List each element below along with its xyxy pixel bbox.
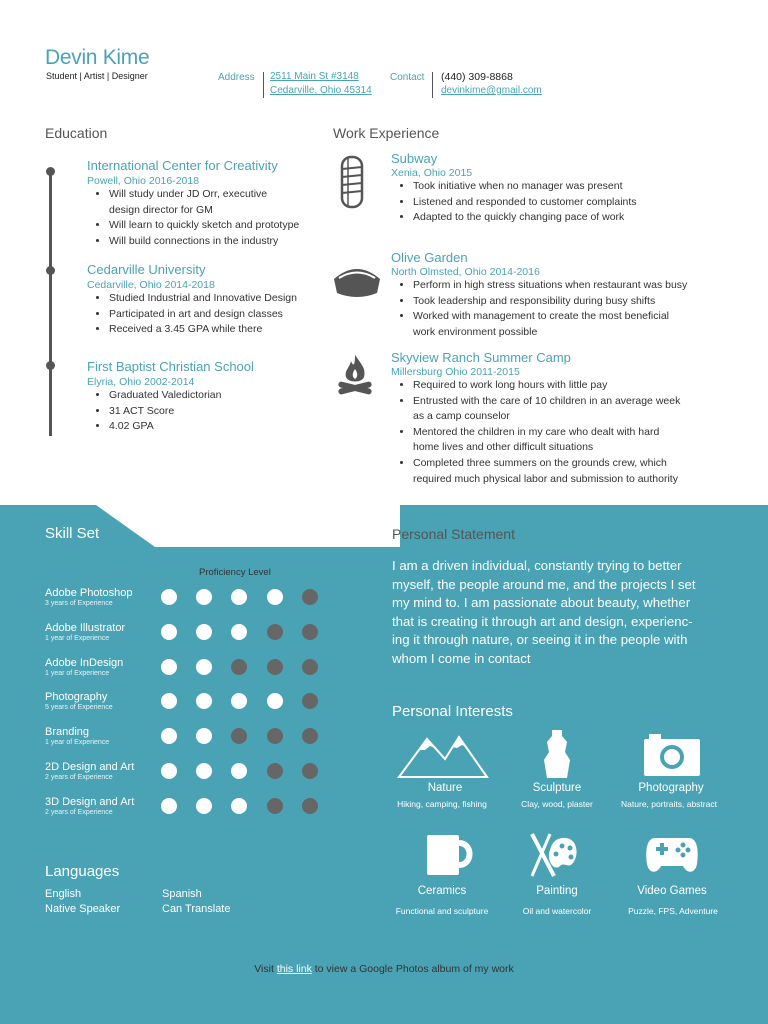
proficiency-dot [231,693,247,709]
interest-detail: Oil and watercolor [522,906,592,916]
phone-number: (440) 309-8868 [441,71,513,83]
proficiency-dot [196,728,212,744]
proficiency-dot [302,763,318,779]
proficiency-dot [302,624,318,640]
language-level: Native Speaker [45,903,121,915]
bread-icon [331,263,383,299]
bullet: • Entrusted with the care of 10 children in an average week [413,394,731,410]
bullet: • Worked with management to create the most beneficial [413,309,731,325]
bullet: • Listened and responded to customer complaints [413,195,731,211]
skill-experience: 1 year of Experience [45,739,110,746]
proficiency-dot [302,728,318,744]
timeline-dot [46,361,55,370]
bullet: • Completed three summers on the grounds crew, which [413,456,731,472]
bullet-continued: work environment possible [413,325,538,338]
interest-detail: Puzzle, FPS, Adventure [628,906,718,916]
skill-name: Adobe Photoshop [45,587,133,599]
proficiency-dot [267,693,283,709]
job-place: Xenia, Ohio 2015 [391,167,473,179]
school-name: First Baptist Christian School [87,359,254,374]
interest-name: Painting [536,885,578,897]
school-name: Cedarville University [87,262,206,277]
interest-name: Nature [427,782,463,794]
skill-name: Adobe InDesign [45,657,124,669]
camera-icon [643,733,701,777]
skill-name: Adobe Illustrator [45,622,126,634]
statement-line: my mind to. I am passionate about beauty, whether [392,595,691,611]
timeline-line [49,172,52,436]
proficiency-dot [196,589,212,605]
mountain-icon [397,733,489,779]
interest-detail: Nature, portraits, abstract [621,799,717,809]
proficiency-dot [231,624,247,640]
bullet: • Will learn to quickly sketch and prototype [109,218,327,234]
address-link-line2[interactable]: Cedarville, Ohio 45314 [270,85,372,96]
education-title: Education [45,125,108,141]
mug-icon [425,833,475,877]
bullet: • Took leadership and responsibility during busy shifts [413,294,731,310]
proficiency-dot [302,589,318,605]
education-item [87,158,327,249]
bullet: • Studied Industrial and Innovative Design [109,291,327,307]
work-item [391,151,731,226]
bullet: • 4.02 GPA [109,419,327,435]
bullet: • Received a 3.45 GPA while there [109,322,327,338]
proficiency-dot [196,798,212,814]
education-item [87,262,327,338]
proficiency-dot [302,798,318,814]
bullet-continued: required much physical labor and submission to authority [413,472,678,485]
resume-name: Devin Kime [45,46,150,69]
proficiency-dot [231,659,247,675]
language-name: English [45,888,82,900]
interest-name: Photography [638,782,704,794]
skill-name: 2D Design and Art [45,761,135,773]
email-link[interactable]: devinkime@gmail.com [441,85,542,96]
proficiency-dot [161,624,177,640]
work-title: Work Experience [333,125,440,141]
timeline-dot [46,167,55,176]
language-name: Spanish [162,888,202,900]
proficiency-dot [267,798,283,814]
job-name: Skyview Ranch Summer Camp [391,350,571,365]
education-item [87,359,327,435]
bullet: • Adapted to the quickly changing pace of work [413,210,731,226]
divider [263,72,264,98]
proficiency-dot [267,728,283,744]
proficiency-dot [267,763,283,779]
job-name: Olive Garden [391,250,468,265]
statement-title: Personal Statement [392,526,515,542]
bullet-continued: home lives and other difficult situations [413,441,594,454]
proficiency-dot [267,589,283,605]
school-place: Powell, Ohio 2016-2018 [87,175,200,187]
photos-album-link[interactable]: this link [276,963,312,975]
school-place: Elyria, Ohio 2002-2014 [87,376,195,388]
proficiency-dot [161,693,177,709]
statement-line: whom I come in contact [392,650,531,666]
proficiency-dot [196,763,212,779]
timeline-dot [46,266,55,275]
job-name: Subway [391,151,438,166]
skill-experience: 3 years of Experience [45,600,113,607]
gamepad-icon [645,834,699,876]
proficiency-dot [267,624,283,640]
school-name: International Center for Creativity [87,158,278,173]
skill-experience: 1 year of Experience [45,670,110,677]
proficiency-dot [161,763,177,779]
skill-name: Branding [45,726,90,738]
skill-name: 3D Design and Art [45,796,135,808]
proficiency-dot [267,659,283,675]
bullet: • Graduated Valedictorian [109,388,327,404]
proficiency-label: Proficiency Level [199,567,271,578]
interest-name: Video Games [637,885,707,897]
bullet-continued: design director for GM [109,203,213,216]
languages-title: Languages [45,863,120,880]
address-link-line1[interactable]: 2511 Main St #3148 [270,71,359,82]
footer-note [0,963,768,975]
skill-experience: 2 years of Experience [45,774,113,781]
footer-pre: Visit [254,963,274,975]
divider [432,72,433,98]
interest-detail: Functional and sculpture [395,906,489,916]
skill-experience: 5 years of Experience [45,704,113,711]
proficiency-dot [196,624,212,640]
bullet: • Perform in high stress situations when restaurant was busy [413,278,731,294]
work-item [391,350,731,487]
bullet: • Required to work long hours with little pay [413,378,731,394]
work-item [391,250,731,340]
bullet: • Will build connections in the industry [109,234,327,250]
bullet: • Will study under JD Orr, executive [109,187,327,203]
school-place: Cedarville, Ohio 2014-2018 [87,279,215,291]
bullet: • Mentored the children in my care who dealt with hard [413,425,731,441]
proficiency-dot [196,659,212,675]
sculpture-icon [540,728,574,780]
address-label: Address [218,72,255,83]
job-place: Millersburg Ohio 2011-2015 [391,366,520,378]
proficiency-dot [161,728,177,744]
bullet-continued: as a camp counselor [413,410,510,423]
statement-line: that is creating it through art and design, experienc- [392,613,693,629]
job-place: North Olmsted, Ohio 2014-2016 [391,266,540,278]
interest-detail: Hiking, camping, fishing [397,799,487,809]
contact-label: Contact [390,72,425,83]
interest-detail: Clay, wood, plaster [521,799,593,809]
proficiency-dot [196,693,212,709]
proficiency-dot [302,659,318,675]
statement-line: myself, the people around me, and the projects I set [392,576,696,592]
proficiency-dot [231,589,247,605]
proficiency-dot [231,728,247,744]
bullet: • 31 ACT Score [109,404,327,420]
language-level: Can Translate [162,903,231,915]
statement-text [392,557,737,669]
interests-title: Personal Interests [392,703,513,720]
statement-line: ing it through nature, or seeing it in the people with [392,632,688,648]
tagline: Student | Artist | Designer [46,71,148,81]
proficiency-dot [161,589,177,605]
proficiency-dot [161,659,177,675]
bullet: • Participated in art and design classes [109,307,327,323]
interest-name: Ceramics [417,885,467,897]
proficiency-dot [231,763,247,779]
skill-experience: 2 years of Experience [45,809,113,816]
sandwich-icon [339,155,365,209]
proficiency-dot [231,798,247,814]
proficiency-dot [161,798,177,814]
palette-icon [528,832,580,878]
skill-experience: 1 year of Experience [45,635,110,642]
interest-name: Sculpture [532,782,582,794]
bullet: • Took initiative when no manager was present [413,179,731,195]
skill-name: Photography [45,691,108,703]
skills-title: Skill Set [45,525,100,542]
proficiency-dot [302,693,318,709]
statement-line: I am a driven individual, constantly trying to better [392,558,682,573]
footer-post: to view a Google Photos album of my work [314,963,514,975]
campfire-icon [336,353,374,399]
